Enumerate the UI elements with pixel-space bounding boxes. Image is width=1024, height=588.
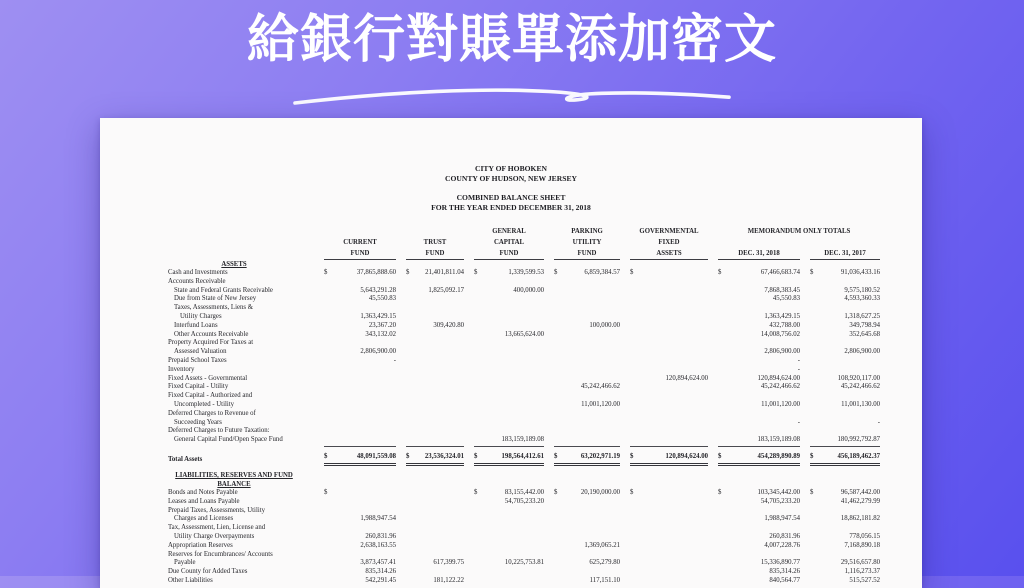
table-cell [718,331,800,340]
table-cell [718,451,800,466]
row-label: Payable [174,559,196,567]
table-cell [324,568,396,577]
row-label: Inventory [168,365,195,373]
column-rule [474,446,544,448]
dollar-sign: $ [474,269,478,276]
dollar-sign: $ [324,269,328,276]
row-label: Other Liabilities [168,576,213,584]
cell-value: 18,862,181.82 [840,515,880,523]
cell-value: 20,190,000.00 [580,488,620,496]
table-cell [406,322,464,331]
table-row [154,542,922,551]
row-label: Accounts Receivable [168,277,226,285]
row-label: Reserves for Encumbrances/ Accounts [168,550,273,558]
cell-value: 1,318,627.25 [844,312,880,320]
column-rule [630,446,708,448]
table-cell [718,489,800,498]
table-cell [718,559,800,568]
row-label: State and Federal Grants Receivable [174,286,273,294]
row-label: Fixed Capital - Utility [168,383,229,391]
cell-value: 117,151.10 [589,576,620,584]
cell-value: 352,645.68 [849,330,880,338]
table-cell [810,498,880,507]
cell-value: 120,894,624.00 [665,452,708,460]
row-label: Assessed Valuation [174,348,227,356]
column-header-cell: FUND [474,248,544,260]
table-row [154,427,922,436]
row-label: Bonds and Notes Payable [168,488,238,496]
table-cell [718,313,800,322]
dollar-sign: $ [406,452,410,460]
table-row [154,357,922,366]
column-rule [718,446,800,448]
cell-value: 67,466,683.74 [760,269,800,276]
table-row [154,507,922,516]
cell-value: 45,242,466.62 [760,383,800,391]
table-cell [810,559,880,568]
table-cell [718,366,800,375]
row-label: Total Assets [168,455,203,463]
cell-value: 103,345,442.00 [757,488,800,496]
table-cell [554,559,620,568]
cell-value: 63,202,971.19 [580,452,620,460]
cell-value: 5,643,291.28 [360,286,396,294]
cell-value: 41,462,279.99 [840,497,880,505]
cell-value: 29,516,657.80 [840,559,880,567]
table-cell [718,322,800,331]
table-cell [718,568,800,577]
dollar-sign: $ [324,452,328,460]
row-label: Utility Charge Overpayments [174,532,255,540]
table-cell [718,533,800,542]
table-cell [810,375,880,384]
column-header-cell: FIXED [658,239,680,246]
cell-value: 2,806,900.00 [844,348,880,356]
table-cell [324,295,396,304]
table-row [154,401,922,410]
org-name-line: CITY OF HOBOKEN [474,164,547,173]
table-row [154,304,922,313]
table-cell [324,357,396,366]
dollar-sign: $ [474,452,478,460]
table-cell [810,295,880,304]
table-cell [324,269,396,278]
cell-value: 180,992,792.87 [837,436,880,444]
table-cell [554,542,620,551]
section-header-row [154,471,922,480]
cell-value: 48,091,559.08 [356,452,396,460]
table-row [154,392,922,401]
row-label: Succeeding Years [174,418,222,426]
column-rule [554,446,620,448]
cell-value: 23,536,324.01 [424,452,464,460]
row-label: Due from State of New Jersey [174,295,257,303]
column-header-cell: PARKING [571,228,603,235]
row-label: Uncompleted - Utility [174,400,235,408]
dollar-sign: $ [554,269,558,276]
table-cell [474,287,544,296]
report-period-line: FOR THE YEAR ENDED DECEMBER 31, 2018 [431,203,591,212]
row-label: Appropriation Reserves [168,541,233,549]
column-header-cell: FUND [324,248,396,260]
column-header-cell: DEC. 31, 2018 [718,248,800,260]
column-rule [324,446,396,448]
row-label: Utility Charges [180,312,222,320]
table-cell [474,489,544,498]
table-cell [718,375,800,384]
title-underline-squiggle-icon [287,84,737,110]
dollar-sign: $ [810,452,814,460]
cell-value: 515,527.52 [849,576,880,584]
report-title-line: COMBINED BALANCE SHEET [456,193,566,202]
table-row [154,568,922,577]
cell-value: 183,159,189.08 [757,436,800,444]
table-cell [324,559,396,568]
page-title: 給銀行對賬單添加密文 [246,11,777,69]
table-row [154,515,922,524]
table-row [154,375,922,384]
header-spacer [100,184,922,193]
table-cell [324,348,396,357]
dollar-sign: $ [718,269,722,276]
cell-value: 2,806,900.00 [764,348,800,356]
table-cell [630,451,708,466]
table-cell [810,313,880,322]
table-cell [810,489,880,498]
column-header-cell: FUND [406,248,464,260]
cell-value: 198,564,412.61 [501,452,544,460]
document-page [100,118,922,588]
document-header [100,118,922,213]
table-row [154,322,922,331]
table-cell [810,568,880,577]
cell-value: - [797,365,800,373]
table-cell [718,383,800,392]
dollar-sign: $ [474,488,478,496]
table-cell [718,295,800,304]
row-label: Leases and Loans Payable [168,497,240,505]
table-cell [406,269,464,278]
table-cell [810,419,880,428]
cell-value: - [797,418,800,426]
cell-value: 260,831.96 [365,532,396,540]
table-cell [324,533,396,542]
cell-value: 181,122.22 [433,576,464,584]
cell-value: - [797,356,800,364]
cell-value: 6,859,384.57 [584,269,620,276]
column-header-cell: ASSETS [630,248,708,260]
table-cell [630,269,708,278]
cell-value: 7,168,890.18 [844,541,880,549]
table-cell [810,331,880,340]
dollar-sign: $ [718,452,722,460]
cell-value: 11,001,120.00 [761,400,800,408]
table-row [154,366,922,375]
balance-sheet-table [100,226,922,586]
table-row [154,533,922,542]
cell-value: 45,550.83 [368,295,396,303]
table-cell [718,498,800,507]
cell-value: 4,593,360.33 [844,295,880,303]
column-header-cell: CURRENT [343,239,377,246]
column-header-cell: TRUST [423,239,447,246]
table-cell [718,419,800,428]
table-cell [718,357,800,366]
column-header-cell: FUND [554,248,620,260]
table-cell [718,577,800,586]
cell-value: 3,873,457.41 [360,559,396,567]
cell-value: 54,705,233.20 [504,497,544,505]
cell-value: 10,225,753.81 [504,559,544,567]
column-header-row [154,226,922,237]
row-label: Taxes, Assessments, Liens & [174,304,254,312]
table-cell [810,515,880,524]
row-label: Due County for Added Taxes [168,568,248,576]
table-cell [406,287,464,296]
cell-value: 1,988,947.54 [764,515,800,523]
cell-value: 54,705,233.20 [760,497,800,505]
table-cell [810,533,880,542]
table-cell [810,287,880,296]
cell-value: 456,189,462.37 [837,452,880,460]
table-cell [554,383,620,392]
dollar-sign: $ [630,452,634,460]
table-row [154,331,922,340]
cell-value: 617,399.75 [433,559,464,567]
cell-value: 108,920,117.00 [837,374,880,382]
table-cell [810,401,880,410]
table-row [154,498,922,507]
dollar-sign: $ [630,269,634,276]
table-row [154,524,922,533]
cell-value: 7,868,383.45 [764,286,800,294]
section-header-label: BALANCE [217,480,251,488]
cell-value: 120,894,624.00 [757,374,800,382]
table-cell [630,375,708,384]
table-row [154,551,922,560]
table-cell [474,451,544,466]
dollar-sign: $ [554,488,558,496]
table-cell [718,542,800,551]
table-cell [630,489,708,498]
column-rule [406,446,464,448]
column-rule [810,446,880,448]
column-header-cell: GOVERNMENTAL [639,228,699,235]
row-label: Prepaid School Taxes [168,356,227,364]
cell-value: 11,001,120.00 [581,400,620,408]
table-row [154,269,922,278]
cell-value: 2,806,900.00 [360,348,396,356]
column-header-row [154,248,922,260]
cell-value: 91,036,433.16 [840,269,880,276]
column-header-cell: UTILITY [572,239,602,246]
table-cell [474,269,544,278]
column-header-row [154,237,922,248]
table-row [154,419,922,428]
table-cell [554,322,620,331]
row-label: Charges and Licenses [174,515,234,523]
cell-value: 625,279.80 [589,559,620,567]
table-cell [324,542,396,551]
table-cell [474,559,544,568]
table-row [154,436,922,445]
table-row [154,489,922,498]
column-header-cell: GENERAL [492,228,526,235]
table-cell [474,331,544,340]
row-label: Other Accounts Receivable [174,330,249,338]
dollar-sign: $ [810,488,814,496]
cell-value: 45,242,466.62 [580,383,620,391]
table-cell [554,269,620,278]
table-cell [406,451,464,466]
table-row [154,339,922,348]
row-label: Fixed Assets - Governmental [168,374,248,382]
column-header-cell: CAPITAL [493,239,525,246]
total-row [154,451,922,464]
cell-value: 343,132.02 [365,330,396,338]
row-label: Property Acquired For Taxes at [168,339,254,347]
table-cell [718,436,800,445]
table-row [154,348,922,357]
table-cell [554,489,620,498]
table-cell [324,322,396,331]
dollar-sign: $ [718,488,722,496]
table-cell [810,542,880,551]
table-cell [718,287,800,296]
cell-value: 96,587,442.00 [840,488,880,496]
memo-totals-header: MEMORANDUM ONLY TOTALS [747,228,851,235]
table-cell [810,322,880,331]
table-row [154,287,922,296]
cell-value: 840,564.77 [769,576,800,584]
table-row [154,577,922,586]
table-cell [474,498,544,507]
cell-value: 2,638,163.55 [360,541,396,549]
cell-value: 45,550.83 [772,295,800,303]
dollar-sign: $ [630,488,634,496]
table-cell [554,577,620,586]
column-header-cell: DEC. 31, 2017 [810,248,880,260]
table-cell [810,383,880,392]
cell-value: 37,865,888.60 [356,269,396,276]
table-cell [718,401,800,410]
table-cell [810,269,880,278]
table-cell [406,559,464,568]
table-cell [554,401,620,410]
cell-value: 835,314.26 [365,568,396,576]
table-cell [810,348,880,357]
row-label: Cash and Investments [168,269,228,276]
table-cell [554,451,620,466]
row-label: Interfund Loans [174,321,218,329]
cell-value: - [393,356,396,364]
cell-value: 21,401,811.04 [425,269,464,276]
table-row [154,295,922,304]
cell-value: 454,289,890.89 [757,452,800,460]
cell-value: 1,363,429.15 [764,312,800,320]
cell-value: 778,056.15 [849,532,880,540]
row-label: Fixed Capital - Authorized and [168,392,253,400]
table-cell [474,436,544,445]
table-cell [406,577,464,586]
table-cell [718,269,800,278]
table-cell [324,489,396,498]
cell-value: 835,314.26 [769,568,800,576]
table-row [154,313,922,322]
table-cell [718,348,800,357]
table-row [154,278,922,287]
cell-value: 260,831.96 [769,532,800,540]
section-header-label: ASSETS [221,261,247,268]
row-label: General Capital Fund/Open Space Fund [174,436,283,444]
cell-value: 1,988,947.54 [360,515,396,523]
table-cell [324,313,396,322]
cell-value: 1,825,092.17 [428,286,464,294]
cell-value: 1,369,065.21 [584,541,620,549]
cell-value: 542,291.45 [365,576,396,584]
cell-value: 400,000.00 [513,286,544,294]
row-label: Deferred Charges to Future Taxation: [168,427,270,435]
dollar-sign: $ [554,452,558,460]
cell-value: 1,339,599.53 [508,269,544,276]
table-row [154,559,922,568]
cell-value: 11,001,130.00 [841,400,880,408]
org-location-line: COUNTY OF HUDSON, NEW JERSEY [445,174,577,183]
cell-value: 432,788.00 [769,321,800,329]
table-cell [810,436,880,445]
dollar-sign: $ [324,488,328,496]
table-cell [718,515,800,524]
cell-value: 13,665,624.00 [504,330,544,338]
cell-value: 309,420.80 [433,321,464,329]
table-cell [810,451,880,466]
cell-value: 14,008,756.02 [760,330,800,338]
cell-value: 23,367.20 [368,321,396,329]
cell-value: 15,336,890.77 [760,559,800,567]
cell-value: 45,242,466.62 [840,383,880,391]
cell-value: 120,894,624.00 [665,374,708,382]
section-header-label: LIABILITIES, RESERVES AND FUND [175,471,293,479]
cell-value: 183,159,189.08 [501,436,544,444]
cell-value: 9,575,180.52 [844,286,880,294]
row-label: Tax, Assessment, Lien, License and [168,524,266,532]
table-row [154,383,922,392]
cell-value: 100,000.00 [589,321,620,329]
table-cell [810,577,880,586]
dollar-sign: $ [406,269,410,276]
section-header-row [154,260,922,269]
cell-value: 83,155,442.00 [504,488,544,496]
table-cell [324,451,396,466]
table-cell [324,287,396,296]
cell-value: 4,007,228.76 [764,541,800,549]
cell-value: 1,116,273.37 [844,568,880,576]
row-label: Deferred Charges to Revenue of [168,409,256,417]
cell-value: 1,363,429.15 [360,312,396,320]
cell-value: 349,798.94 [849,321,880,329]
table-cell [324,515,396,524]
table-cell [324,577,396,586]
row-label: Prepaid Taxes, Assessments, Utility [168,506,266,514]
table-cell [324,331,396,340]
cell-value: - [877,418,880,426]
section-header-row [154,480,922,489]
dollar-sign: $ [810,269,814,276]
table-row [154,410,922,419]
